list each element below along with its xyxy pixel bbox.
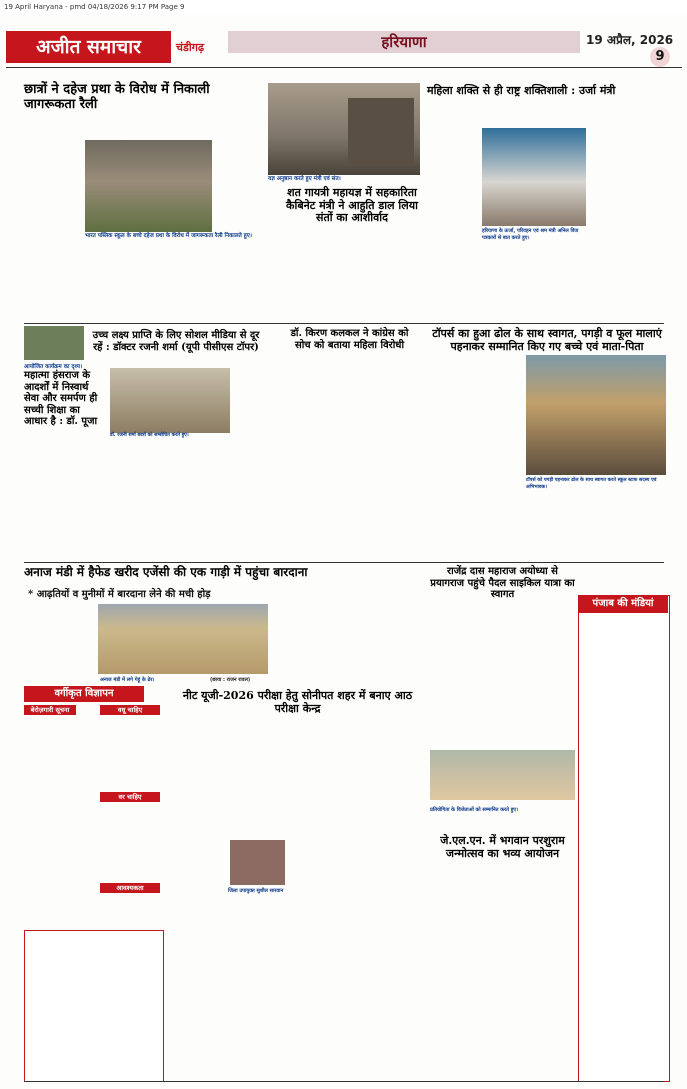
story-headline: छात्रों ने दहेज प्रथा के विरोध में निकाली जागरूकता रैली: [24, 82, 210, 112]
edition-city: चंडीगढ़: [176, 41, 205, 54]
page-number: 9: [650, 47, 670, 67]
section-divider: [24, 323, 664, 324]
print-slug-line: 19 April Haryana - pmd 04/18/2026 9:17 PM Page 9: [0, 0, 687, 14]
story-body-column: [427, 480, 523, 560]
story-body-column: [608, 115, 663, 315]
classified-heading: आवश्यकता: [100, 883, 160, 893]
story-body-column: [268, 256, 420, 318]
photo-caption: आयोजित कार्यक्रम का दृश्य।: [24, 364, 83, 370]
minister-photo: [348, 98, 414, 166]
photo-caption: अनाज मंडी में लगे गेहूं के ढेर।: [100, 677, 155, 683]
classifieds-title: वर्गीकृत विज्ञापन: [24, 686, 144, 702]
photo-caption: जिला उपायुक्त सुशील सारवान: [228, 888, 284, 894]
story-headline: डॉ. किरण कलकल ने कांग्रेस को सोच को बताया महिला विरोधी: [290, 328, 409, 351]
story-headline: शत गायत्री महायज्ञ में सहकारिता कैबिनेट मंत्री ने आहुति डाल लिया संतों का आशीर्वाद: [286, 186, 418, 225]
story-headline: अनाज मंडी में हैफेड खरीद एजेंसी की एक गाड़ी में पहुंचा बारदाना: [24, 565, 308, 579]
story-body-column: [427, 115, 480, 315]
story-body-column: [270, 370, 420, 560]
story-body-column: [24, 258, 264, 318]
story-body-column: [235, 370, 265, 430]
issue-date: 19 अप्रैल, 2026: [586, 33, 674, 47]
classified-heading: वर चाहिए: [100, 792, 160, 802]
page-bottom-rule: [24, 1081, 664, 1082]
punjab-mandi-body: [582, 615, 664, 1075]
story-headline: उच्च लक्ष्य प्राप्ति के लिए सोशल मीडिया से दूर रहें : डॉक्टर रजनी शर्मा (यूपी पीसीएस टॉपर): [92, 330, 260, 353]
story-body-column: [170, 735, 230, 855]
story-body-column: [24, 106, 82, 256]
winners-photo: [430, 750, 575, 800]
story-body-column: [214, 106, 264, 231]
story-headline: महिला शक्ति से ही राष्ट्र शक्तिशाली : उर्जा मंत्री: [427, 84, 616, 97]
toppers-photo: [526, 355, 666, 475]
masthead-divider: [6, 67, 682, 68]
section-title: हरियाणा: [381, 33, 427, 51]
event-photo: [24, 326, 84, 360]
photo-caption: भारत पब्लिक स्कूल के बच्चे दहेज प्रथा के विरोध में जागरूकता रैली निकालते हुए।: [85, 233, 252, 239]
classified-heading: बेरोज़गारी सूचना: [24, 705, 76, 715]
photo-caption: हरियाणा के ऊर्जा, परिवहन एवं श्रम मंत्री अनिल विज पत्रकारों से बात करते हुए।: [482, 228, 579, 241]
photo-caption: यज्ञ अनुष्ठान करते हुए मंत्री एवं संत।: [268, 176, 341, 182]
grain-market-photo: [98, 604, 268, 674]
speaker-photo: [110, 368, 230, 433]
story-headline: राजेंद्र दास महाराज अयोध्या से प्रयागराज पहुंचे पैदल साइकिल यात्रा का स्वागत: [430, 566, 575, 600]
story-body-column: [170, 900, 295, 1075]
story-subheadline: * आढ़तियों व मुनीमों में बारदाना लेने की मची होड़: [28, 589, 211, 600]
story-body-column: [24, 603, 94, 679]
story-headline: महात्मा हंसराज के आदर्शों में निस्वार्थ सेवा और समर्पण ही सच्ची शिक्षा का आधार है : डॉ. पूजा: [24, 370, 98, 427]
story-headline: जे.एल.एन. में भगवान परशुराम जन्मोत्सव का भव्य आयोजन: [440, 834, 565, 860]
story-body-column: [24, 438, 264, 558]
story-body-column: [105, 106, 157, 136]
story-body-column: [427, 360, 523, 470]
story-body-column: [526, 500, 666, 560]
official-photo: [230, 840, 285, 885]
rally-photo: [85, 140, 212, 232]
section-divider: [24, 562, 664, 563]
story-headline: टॉपर्स का हुआ ढोल के साथ स्वागत, पगड़ी व फूल मालाएं पहनाकर सम्मानित किए गए बच्चे एवं माता-पिता: [432, 327, 662, 353]
photo-credit: (छाया : राजन रावल): [210, 677, 251, 683]
story-body-column: [430, 880, 575, 1075]
classified-heading: वधू चाहिए: [100, 705, 160, 715]
ad-box: [24, 930, 164, 1082]
punjab-mandi-title: पंजाब की मंडियां: [578, 595, 668, 613]
story-body-column: [160, 106, 212, 136]
classified-body: [24, 716, 104, 798]
story-body-column: [270, 603, 420, 679]
photo-caption: प्रतियोगिता के विजेताओं को सम्मानित करते हुए।: [430, 807, 519, 813]
photo-caption: डॉ. रजनी शर्मा छात्रों को सम्बोधित करते हुए।: [110, 433, 189, 438]
photo-caption: टॉपर्स को पगड़ी पहनाकर ढोल के साथ स्वागत करते स्कूल स्टाफ सदस्य एवं अभिभावक।: [526, 478, 657, 490]
story-body-column: [588, 128, 606, 238]
newspaper-logo: अजीत समाचार: [6, 31, 171, 63]
story-body-column: [300, 735, 425, 1075]
press-conference-photo: [482, 128, 586, 226]
story-headline: नीट यूजी-2026 परीक्षा हेतु सोनीपत शहर में बनाए आठ परीक्षा केन्द्र: [182, 689, 413, 715]
